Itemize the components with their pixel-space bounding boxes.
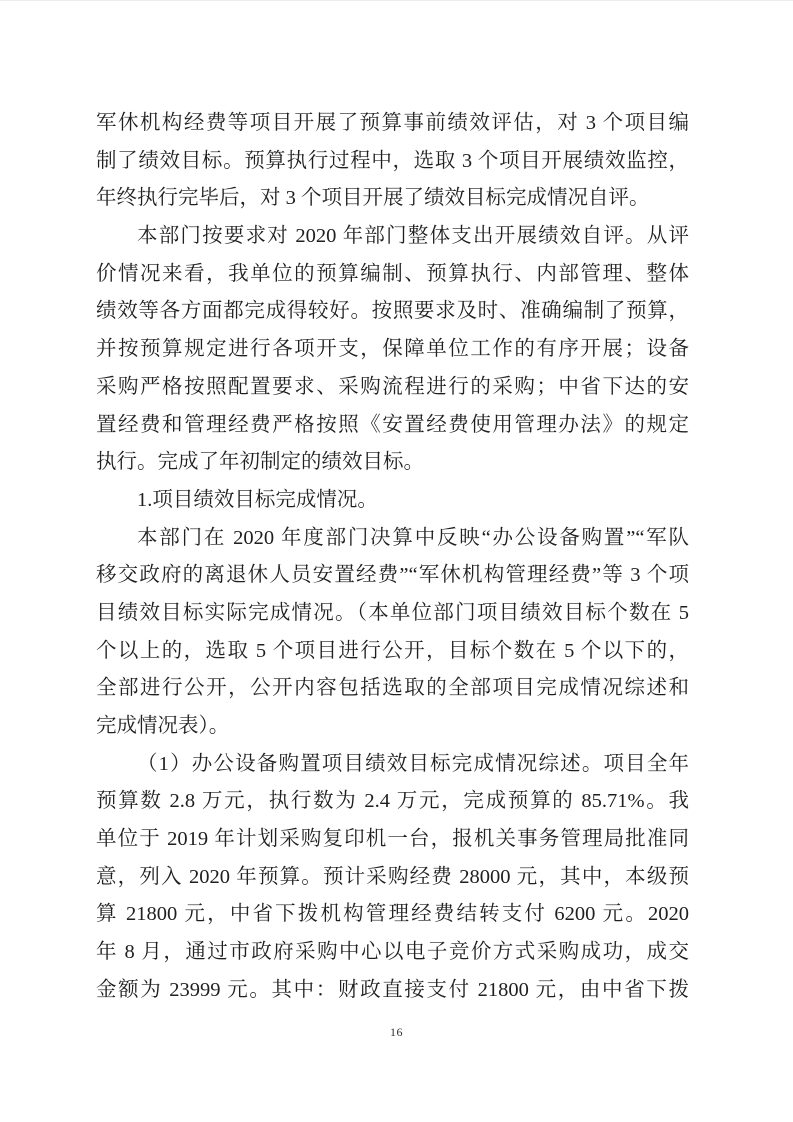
text-line: 全部进行公开，公开内容包括选取的全部项目完成情况综述和	[96, 677, 689, 700]
text-line: 预算数 2.8 万元，执行数为 2.4 万元，完成预算的 85.71%。我	[96, 790, 689, 813]
text-line: 并按预算规定进行各项开支，保障单位工作的有序开展；设备	[96, 338, 689, 361]
text-line: 算 21800 元，中省下拨机构管理经费结转支付 6200 元。2020	[96, 903, 689, 926]
section-heading-line: 1.项目绩效目标完成情况。	[137, 488, 378, 511]
text-line: 本部门在 2020 年度部门决算中反映“办公设备购置”“军队	[137, 526, 689, 549]
text-line: 价情况来看，我单位的预算编制、预算执行、内部管理、整体	[96, 262, 689, 285]
text-line: 目绩效目标实际完成情况。（本单位部门项目绩效目标个数在 5	[96, 601, 689, 624]
text-line: 军休机构经费等项目开展了预算事前绩效评估，对 3 个项目编	[96, 112, 689, 134]
text-line: （1）办公设备购置项目绩效目标完成情况综述。项目全年	[137, 752, 689, 775]
text-line: 绩效等各方面都完成得较好。按照要求及时、准确编制了预算，	[96, 300, 689, 323]
text-line: 单位于 2019 年计划采购复印机一台，报机关事务管理局批准同	[96, 828, 689, 851]
document-body	[96, 105, 689, 1010]
text-line: 意，列入 2020 年预算。预计采购经费 28000 元，其中，本级预	[96, 865, 689, 888]
text-line: 个以上的，选取 5 个项目进行公开，目标个数在 5 个以下的，	[96, 639, 689, 662]
text-line: 置经费和管理经费严格按照《安置经费使用管理办法》的规定	[96, 413, 689, 436]
text-line: 采购严格按照配置要求、采购流程进行的采购；中省下达的安	[96, 375, 689, 398]
text-line: 制了绩效目标。预算执行过程中，选取 3 个项目开展绩效监控，	[96, 149, 689, 172]
text-line: 完成情况表）。	[96, 715, 230, 737]
text-line: 本部门按要求对 2020 年部门整体支出开展绩效自评。从评	[137, 225, 689, 248]
text-line: 金额为 23999 元。其中：财政直接支付 21800 元，由中省下拨	[96, 978, 689, 1001]
text-line: 年 8 月，通过市政府采购中心以电子竞价方式采购成功，成交	[96, 941, 689, 964]
page-number: 16	[390, 1025, 403, 1039]
text-line: 执行。完成了年初制定的绩效目标。	[96, 451, 424, 474]
text-line: 移交政府的离退休人员安置经费”“军休机构管理经费”等 3 个项	[96, 564, 689, 587]
text-line: 年终执行完毕后，对 3 个项目开展了绩效目标完成情况自评。	[96, 187, 650, 210]
